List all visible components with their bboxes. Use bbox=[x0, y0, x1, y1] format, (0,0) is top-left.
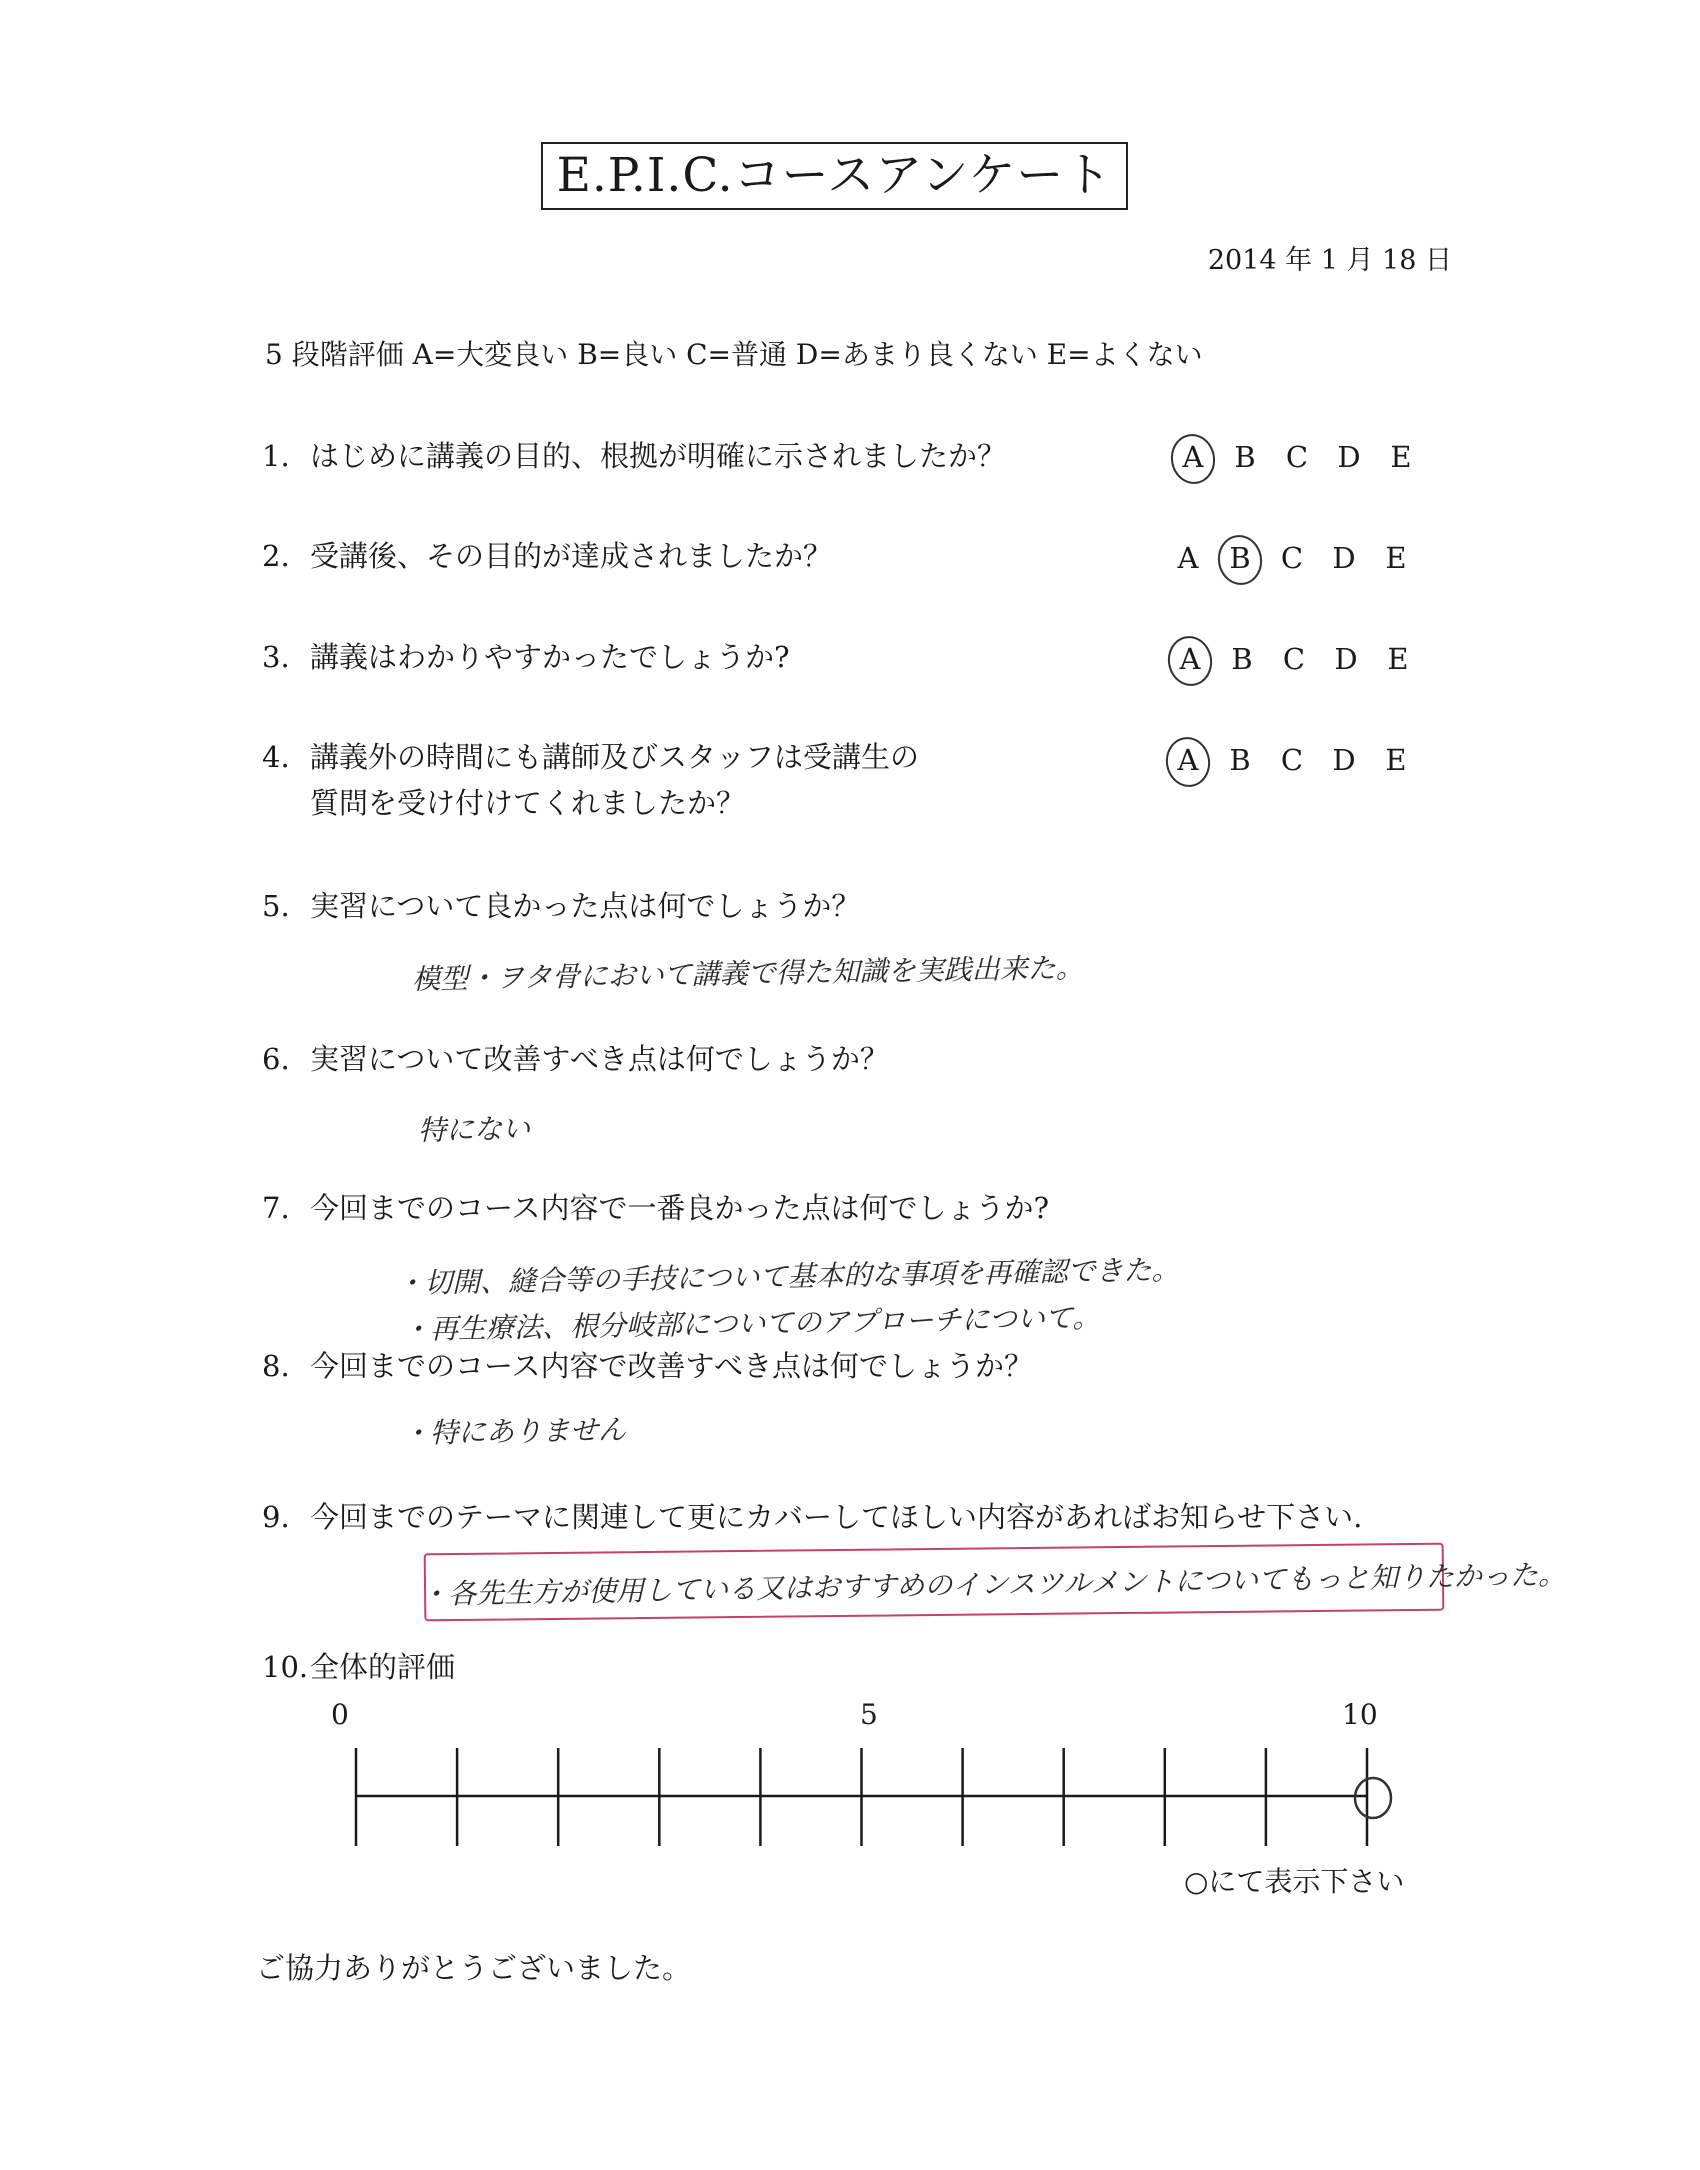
question-number: 8. bbox=[262, 1349, 290, 1383]
option-e[interactable]: E bbox=[1385, 541, 1407, 575]
question-7 bbox=[262, 1185, 1049, 1231]
scale-instruction: ○にて表示下さい bbox=[1184, 1865, 1405, 1898]
option-e[interactable]: E bbox=[1387, 642, 1409, 676]
option-b[interactable]: B bbox=[1214, 541, 1266, 575]
answer-6[interactable]: 特にない bbox=[417, 1112, 531, 1147]
option-c[interactable]: C bbox=[1285, 440, 1309, 474]
selection-circle bbox=[1167, 431, 1219, 488]
options-q2 bbox=[1162, 541, 1422, 575]
form-date: 2014 年 1 月 18 日 bbox=[1207, 245, 1452, 276]
option-b[interactable]: B bbox=[1229, 743, 1251, 777]
question-text: 今回までのテーマに関連して更にカバーしてほしい内容があればお知らせ下さい. bbox=[310, 1500, 1363, 1534]
question-number: 2. bbox=[262, 539, 290, 573]
question-number: 3. bbox=[262, 640, 290, 674]
question-number: 1. bbox=[262, 439, 290, 473]
option-e[interactable]: E bbox=[1390, 440, 1412, 474]
question-4 bbox=[262, 734, 919, 826]
option-a[interactable]: A bbox=[1164, 642, 1216, 676]
question-number: 9. bbox=[262, 1500, 290, 1534]
question-text: 今回までのコース内容で改善すべき点は何でしょうか？ bbox=[310, 1349, 1033, 1383]
option-d[interactable]: D bbox=[1332, 541, 1356, 575]
answer-5[interactable]: 模型・ヲタ骨において講義で得た知識を実践出来た。 bbox=[411, 951, 1084, 996]
question-10 bbox=[262, 1644, 455, 1690]
question-3 bbox=[262, 634, 790, 680]
question-text: 実習について良かった点は何でしょうか？ bbox=[310, 889, 861, 923]
answer-9[interactable]: ・各先生方が使用している又はおすすめのインスツルメントについてもっと知りたかった。 bbox=[419, 1558, 1567, 1611]
option-e[interactable]: E bbox=[1385, 743, 1407, 777]
selection-circle bbox=[1162, 734, 1214, 791]
thanks-message: ご協力ありがとうございました。 bbox=[256, 1951, 692, 1985]
question-text: 全体的評価 bbox=[310, 1650, 456, 1684]
option-c[interactable]: C bbox=[1280, 541, 1304, 575]
answer-8[interactable]: ・特にありません bbox=[401, 1413, 627, 1450]
question-text: 受講後、その目的が達成されましたか？ bbox=[310, 539, 833, 573]
question-text-continued: 質問を受け付けてくれましたか？ bbox=[310, 786, 746, 820]
scale-label-5: 5 bbox=[860, 1698, 878, 1731]
question-number: 7. bbox=[262, 1191, 290, 1225]
options-q4 bbox=[1162, 743, 1422, 777]
answer-7-line-2[interactable]: ・再生療法、根分岐部についてのアプローチについて。 bbox=[401, 1300, 1101, 1347]
selected-rating-circle bbox=[1355, 1778, 1391, 1818]
question-number: 5. bbox=[262, 889, 290, 923]
option-c[interactable]: C bbox=[1280, 743, 1304, 777]
option-c[interactable]: C bbox=[1282, 642, 1306, 676]
question-text: 実習について改善すべき点は何でしょうか？ bbox=[310, 1042, 889, 1076]
question-text: 講義はわかりやすかったでしょうか? bbox=[310, 640, 790, 674]
question-text: 今回までのコース内容で一番良かった点は何でしょうか? bbox=[310, 1191, 1050, 1225]
question-2 bbox=[262, 533, 832, 579]
option-b[interactable]: B bbox=[1231, 642, 1253, 676]
option-d[interactable]: D bbox=[1332, 743, 1356, 777]
form-title: E.P.I.C.コースアンケート bbox=[541, 142, 1128, 210]
question-number: 10. bbox=[262, 1650, 309, 1684]
answer-7-line-1[interactable]: ・切開、縫合等の手技について基本的な事項を再確認できた。 bbox=[395, 1253, 1180, 1300]
selection-circle bbox=[1214, 532, 1266, 589]
option-a[interactable]: A bbox=[1162, 743, 1214, 777]
overall-rating-scale[interactable] bbox=[340, 1728, 1420, 1858]
option-a[interactable]: A bbox=[1177, 541, 1199, 575]
option-a[interactable]: A bbox=[1167, 440, 1219, 474]
option-b[interactable]: B bbox=[1234, 440, 1256, 474]
question-number: 6. bbox=[262, 1042, 290, 1076]
question-number: 4. bbox=[262, 740, 290, 774]
question-9 bbox=[262, 1494, 1362, 1540]
options-q1 bbox=[1167, 440, 1427, 474]
question-text: はじめに講義の目的、根拠が明確に示されましたか？ bbox=[310, 439, 1007, 473]
scale-label-0: 0 bbox=[331, 1698, 349, 1731]
option-d[interactable]: D bbox=[1334, 642, 1358, 676]
options-q3 bbox=[1164, 642, 1424, 676]
question-1 bbox=[262, 433, 1006, 479]
question-5 bbox=[262, 883, 860, 929]
selection-circle bbox=[1164, 633, 1216, 690]
rating-scale-legend: 5 段階評価 A=大変良い B=良い C=普通 D=あまり良くない E=よくない bbox=[265, 338, 1203, 371]
question-8 bbox=[262, 1343, 1033, 1389]
scale-label-10: 10 bbox=[1342, 1698, 1378, 1731]
question-6 bbox=[262, 1036, 889, 1082]
option-d[interactable]: D bbox=[1337, 440, 1361, 474]
question-text: 講義外の時間にも講師及びスタッフは受講生の bbox=[310, 740, 920, 774]
